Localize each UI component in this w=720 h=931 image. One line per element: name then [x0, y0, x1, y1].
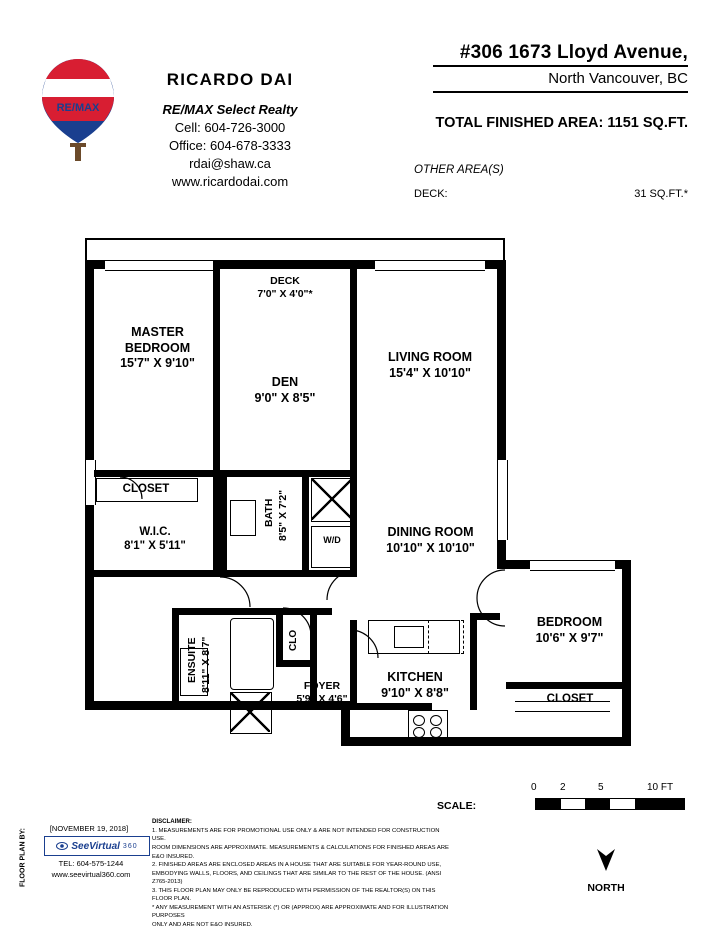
room-foyer-dims: 5'9" X 4'6" — [296, 693, 348, 706]
room-wic — [95, 525, 215, 554]
room-wic-name: W.I.C. — [139, 526, 171, 538]
deck-outline-left — [85, 238, 87, 262]
room-dining-room — [363, 525, 498, 556]
room-dining-room-name: DINING ROOM — [387, 525, 474, 539]
room-wic-dims: 8'1" X 5'11" — [124, 540, 186, 553]
scale-tick-labels — [495, 782, 685, 796]
wall-ensuite-right — [276, 608, 283, 660]
agent-name: RICARDO DAI — [166, 70, 294, 89]
agent-info — [130, 70, 330, 189]
kitchen-sink — [394, 626, 424, 648]
wall-wic-bottom — [94, 570, 220, 577]
wall-bath-top — [220, 470, 357, 477]
wall-wic-right — [213, 470, 220, 577]
window-bedroom-right-top — [530, 560, 615, 571]
deck-outline-top — [85, 238, 505, 240]
disclaimer-line-7: ONLY AND ARE NOT E&O INSURED. — [152, 922, 253, 929]
room-living-room-dims: 15'4" X 10'10" — [389, 365, 471, 380]
scale-label: SCALE: — [437, 800, 477, 812]
washer-dryer — [311, 526, 355, 568]
shower-stall-diag — [311, 478, 353, 520]
seevirtual-tel: TEL: 604-575-1244 — [58, 859, 124, 868]
exterior-wall-bottom-mid — [341, 737, 631, 746]
window-master-bedroom — [105, 260, 215, 271]
stove-burner-1 — [413, 715, 425, 726]
window-master-left — [85, 460, 96, 505]
wall-bath-left — [220, 470, 227, 575]
scale-tick-0: 0 — [531, 782, 537, 793]
ensuite-shower-diag — [230, 692, 270, 732]
room-kitchen — [360, 670, 470, 701]
agent-firm: RE/MAX Select Realty — [162, 102, 298, 117]
room-foyer — [290, 680, 354, 706]
disclaimer-line-6: * ANY MEASUREMENT WITH AN ASTERISK (*) OR (APPROX) ARE APPROXIMATE AND FOR ILLUSTRATION PURPOSES — [152, 904, 449, 920]
scale-tick-5: 5 — [598, 782, 604, 793]
closet-bedroom-label: CLOSET — [546, 693, 594, 705]
disclaimer-line-4: EMBODYING WALLS, FLOORS, AND CEILINGS THAT ARE SIMILAR TO THE REST OF THE HOUSE. (ANSI Z765-2013) — [152, 870, 442, 886]
seevirtual-logo[interactable] — [44, 836, 150, 856]
deck-area-value: 31 SQ.FT.* — [634, 188, 688, 200]
room-bath-name: BATH — [263, 498, 275, 527]
north-arrow-icon — [591, 845, 621, 875]
washer-dryer-label: W/D — [323, 535, 341, 545]
agent-website[interactable]: www.ricardodai.com — [171, 174, 289, 189]
seevirtual-web[interactable]: www.seevirtual360.com — [51, 870, 131, 879]
room-den-dims: 9'0" X 8'5" — [254, 390, 316, 405]
room-dining-room-dims: 10'10" X 10'10" — [386, 540, 475, 555]
compass-label: NORTH — [587, 882, 625, 894]
stove-burner-4 — [430, 727, 442, 738]
scale-bar-widget — [437, 782, 685, 812]
wall-bath-bottom — [220, 570, 357, 577]
stove-burner-2 — [430, 715, 442, 726]
property-address — [433, 42, 688, 93]
wall-master-closet-top — [94, 470, 220, 477]
floor-plan-date: [NOVEMBER 19, 2018] — [49, 824, 129, 833]
stove-burner-3 — [413, 727, 425, 738]
room-den-name: DEN — [271, 375, 299, 389]
address-divider-top — [433, 65, 688, 67]
closet-clo-label: CLO — [288, 629, 299, 651]
eye-icon — [56, 840, 68, 852]
disclaimer-line-2: ROOM DIMENSIONS ARE APPROXIMATE. MEASUREMENTS & CALCULATIONS FOR FINISHED AREAS ARE E&O INSURED. — [152, 844, 449, 860]
wall-ensuite-top — [172, 608, 332, 615]
wall-den-living — [350, 260, 357, 390]
agent-cell: Cell: 604-726-3000 — [174, 120, 286, 135]
room-kitchen-name: KITCHEN — [387, 670, 443, 684]
compass — [576, 845, 636, 894]
room-master-bedroom-name-2: BEDROOM — [124, 340, 191, 355]
address-divider-bottom — [433, 91, 688, 93]
floor-plan-by-label: FLOOR PLAN BY: — [19, 828, 27, 887]
window-living-room-top — [375, 260, 485, 271]
room-ensuite-dims: 8'11" X 8'7" — [200, 636, 212, 694]
closet-master-label: CLOSET — [122, 483, 170, 495]
window-living-room-right — [497, 460, 508, 540]
seevirtual-brand-suffix: 360 — [122, 842, 138, 850]
disclaimer-line-5: 3. THIS FLOOR PLAN MAY ONLY BE REPRODUCED WITH PERMISSION OF THE REALTOR(S) ON THIS FLOOR PLAN. — [152, 887, 436, 903]
room-master-bedroom-dims: 15'7" X 9'10" — [120, 356, 195, 371]
seevirtual-brand: SeeVirtual — [71, 840, 120, 852]
room-master-bedroom — [100, 325, 215, 372]
bathtub — [230, 618, 274, 690]
wall-kitchen-top-right — [470, 613, 500, 620]
disclaimer-block — [152, 818, 452, 930]
scale-tick-10: 10 FT — [647, 782, 674, 793]
room-bedroom-dims: 10'6" X 9'7" — [535, 630, 604, 645]
wall-clo-bottom — [276, 660, 317, 667]
room-kitchen-dims: 9'10" X 8'8" — [381, 685, 449, 700]
room-ensuite-name: ENSUITE — [186, 637, 198, 683]
wall-ensuite-left — [172, 608, 179, 703]
total-finished-area: TOTAL FINISHED AREA: 1151 SQ.FT. — [435, 115, 688, 131]
floor-plan-drawing — [0, 230, 720, 770]
bath-vanity — [230, 500, 256, 536]
deck-area-label: DECK: — [414, 188, 448, 200]
room-foyer-name: FOYER — [303, 680, 341, 692]
room-bedroom-name: BEDROOM — [536, 615, 603, 629]
room-living-room-name: LIVING ROOM — [387, 350, 473, 364]
other-areas-label: OTHER AREA(S) — [414, 164, 504, 176]
disclaimer-line-3: 2. FINISHED AREAS ARE ENCLOSED AREAS IN A HOUSE THAT ARE SUITABLE FOR YEAR-ROUND USE, — [152, 862, 442, 869]
exterior-wall-right-lower — [622, 560, 631, 746]
kitchen-island — [428, 620, 464, 654]
scale-tick-2: 2 — [560, 782, 566, 793]
agent-office: Office: 604-678-3333 — [169, 138, 291, 153]
room-bedroom — [512, 615, 627, 646]
scale-bar — [535, 798, 685, 810]
agent-email[interactable]: rdai@shaw.ca — [189, 156, 271, 171]
deck-outline-right — [503, 238, 505, 262]
room-deck — [240, 275, 330, 301]
room-den — [225, 375, 345, 406]
room-bath-dims: 8'5" X 7'2" — [277, 489, 289, 541]
wall-kitchen-right — [470, 620, 477, 710]
wall-bath-right — [302, 470, 309, 570]
disclaimer-line-1: 1. MEASUREMENTS ARE FOR PROMOTIONAL USE ONLY & ARE NOT INTENDED FOR CONSTRUCTION USE. — [152, 827, 440, 843]
room-deck-dims: 7'0" X 4'0"* — [257, 288, 313, 301]
room-living-room — [365, 350, 495, 381]
room-master-bedroom-name-1: MASTER — [131, 325, 184, 339]
disclaimer-heading: DISCLAIMER: — [152, 818, 192, 825]
wall-kitchen-bottom — [357, 703, 432, 710]
address-line-1: #306 1673 Lloyd Avenue, — [459, 42, 688, 63]
room-deck-name: DECK — [270, 275, 300, 287]
floor-plan-by-block — [19, 824, 140, 887]
address-line-2: North Vancouver, BC — [548, 70, 688, 87]
remax-balloon-logo — [36, 55, 120, 165]
svg-text:RE/MAX: RE/MAX — [56, 102, 100, 114]
wall-bedroom-closet — [506, 682, 631, 689]
